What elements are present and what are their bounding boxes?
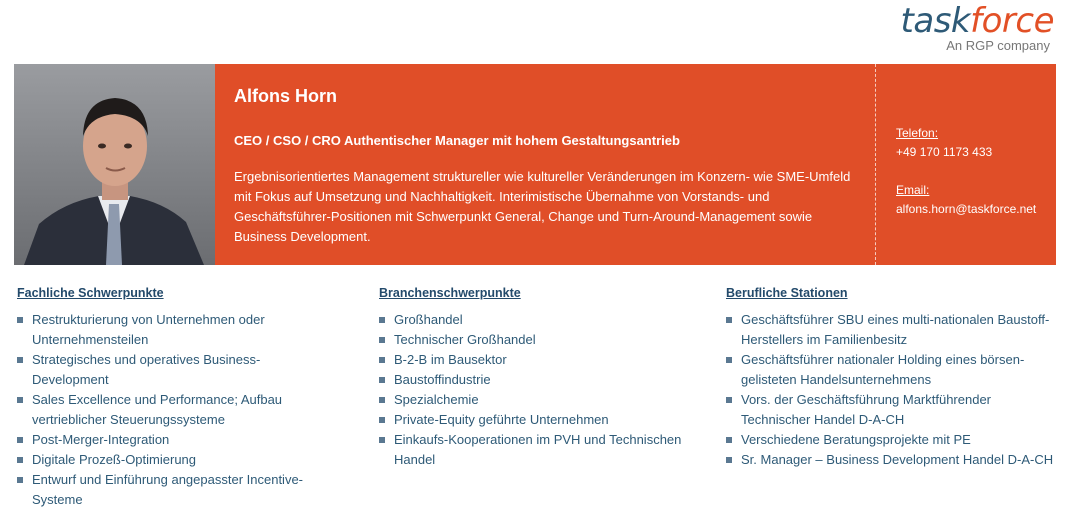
list-item: Sales Excellence und Performance; Aufbau vertrieblicher Steuerungssysteme bbox=[14, 390, 334, 430]
person-summary: Ergebnisorientiertes Management struktureller wie kultureller Veränderungen im Konzern- wie SME-Umfeld mit Fokus auf Umsetzung und Nachhaltigkeit. Interimistische Übernahme von Vorstands- und Geschäftsführer-Positionen mit Schwerpunkt General, Change und Turn-Around-Management sowie Business Development. bbox=[234, 169, 851, 244]
bullet-square-icon bbox=[17, 317, 23, 323]
bullet-square-icon bbox=[379, 397, 385, 403]
logo-part-task: task bbox=[900, 1, 971, 41]
logo-subtitle: An RGP company bbox=[946, 38, 1050, 53]
profile-photo bbox=[14, 64, 215, 265]
profile-bio bbox=[234, 86, 864, 247]
contact-block bbox=[896, 124, 1036, 219]
bullet-square-icon bbox=[17, 457, 23, 463]
list-item: Vors. der Geschäftsführung Marktführender Technischer Handel D-A-CH bbox=[723, 390, 1063, 430]
profile-banner bbox=[14, 64, 1056, 265]
list-item: Strategisches und operatives Business-Development bbox=[14, 350, 334, 390]
email-address[interactable]: alfons.horn@taskforce.net bbox=[896, 202, 1037, 216]
column-fachliche-schwerpunkte bbox=[14, 286, 334, 510]
list-item: Entwurf und Einführung angepasster Incentive-Systeme bbox=[14, 470, 334, 510]
bullet-square-icon bbox=[379, 437, 385, 443]
bullet-square-icon bbox=[379, 357, 385, 363]
list-item: Verschiedene Beratungsprojekte mit PE bbox=[723, 430, 1063, 450]
column-list bbox=[723, 310, 1063, 470]
phone-label: Telefon: bbox=[896, 126, 939, 140]
bullet-square-icon bbox=[379, 377, 385, 383]
bullet-square-icon bbox=[379, 417, 385, 423]
list-item: Digitale Prozeß-Optimierung bbox=[14, 450, 334, 470]
email-label: Email: bbox=[896, 183, 930, 197]
bullet-square-icon bbox=[17, 357, 23, 363]
list-item: Post-Merger-Integration bbox=[14, 430, 334, 450]
person-headline: CEO / CSO / CRO Authentischer Manager mit hohem Gestaltungsantrieb bbox=[234, 133, 680, 148]
column-berufliche-stationen bbox=[723, 286, 1063, 470]
column-list bbox=[376, 310, 706, 470]
list-item: Spezialchemie bbox=[376, 390, 706, 410]
list-item: Großhandel bbox=[376, 310, 706, 330]
bullet-square-icon bbox=[726, 317, 732, 323]
bullet-square-icon bbox=[17, 397, 23, 403]
bullet-square-icon bbox=[726, 357, 732, 363]
bullet-square-icon bbox=[726, 397, 732, 403]
banner-divider bbox=[875, 64, 876, 265]
column-title: Berufliche Stationen bbox=[726, 286, 848, 300]
company-logo bbox=[901, 2, 1054, 53]
person-name: Alfons Horn bbox=[234, 86, 337, 106]
list-item: Baustoffindustrie bbox=[376, 370, 706, 390]
logo-part-force: force bbox=[970, 1, 1054, 41]
logo-wordmark bbox=[901, 2, 1054, 40]
list-item: Technischer Großhandel bbox=[376, 330, 706, 350]
bullet-square-icon bbox=[726, 437, 732, 443]
list-item: Restrukturierung von Unternehmen oder Unternehmensteilen bbox=[14, 310, 334, 350]
phone-number[interactable]: +49 170 1173 433 bbox=[896, 145, 993, 159]
bullet-square-icon bbox=[379, 317, 385, 323]
list-item: Sr. Manager – Business Development Handel D-A-CH bbox=[723, 450, 1063, 470]
bullet-square-icon bbox=[379, 337, 385, 343]
bullet-square-icon bbox=[17, 477, 23, 483]
bullet-square-icon bbox=[726, 457, 732, 463]
list-item: Einkaufs-Kooperationen im PVH und Technischen Handel bbox=[376, 430, 706, 470]
list-item: Geschäftsführer SBU eines multi-nationalen Baustoff-Herstellers im Familienbesitz bbox=[723, 310, 1063, 350]
portrait-illustration bbox=[14, 64, 215, 265]
column-title: Branchenschwerpunkte bbox=[379, 286, 521, 300]
list-item: B-2-B im Bausektor bbox=[376, 350, 706, 370]
list-item: Geschäftsführer nationaler Holding eines börsen-gelisteten Handelsunternehmens bbox=[723, 350, 1063, 390]
bullet-square-icon bbox=[17, 437, 23, 443]
column-title: Fachliche Schwerpunkte bbox=[17, 286, 164, 300]
list-item: Private-Equity geführte Unternehmen bbox=[376, 410, 706, 430]
column-branchenschwerpunkte bbox=[376, 286, 706, 470]
column-list bbox=[14, 310, 334, 510]
